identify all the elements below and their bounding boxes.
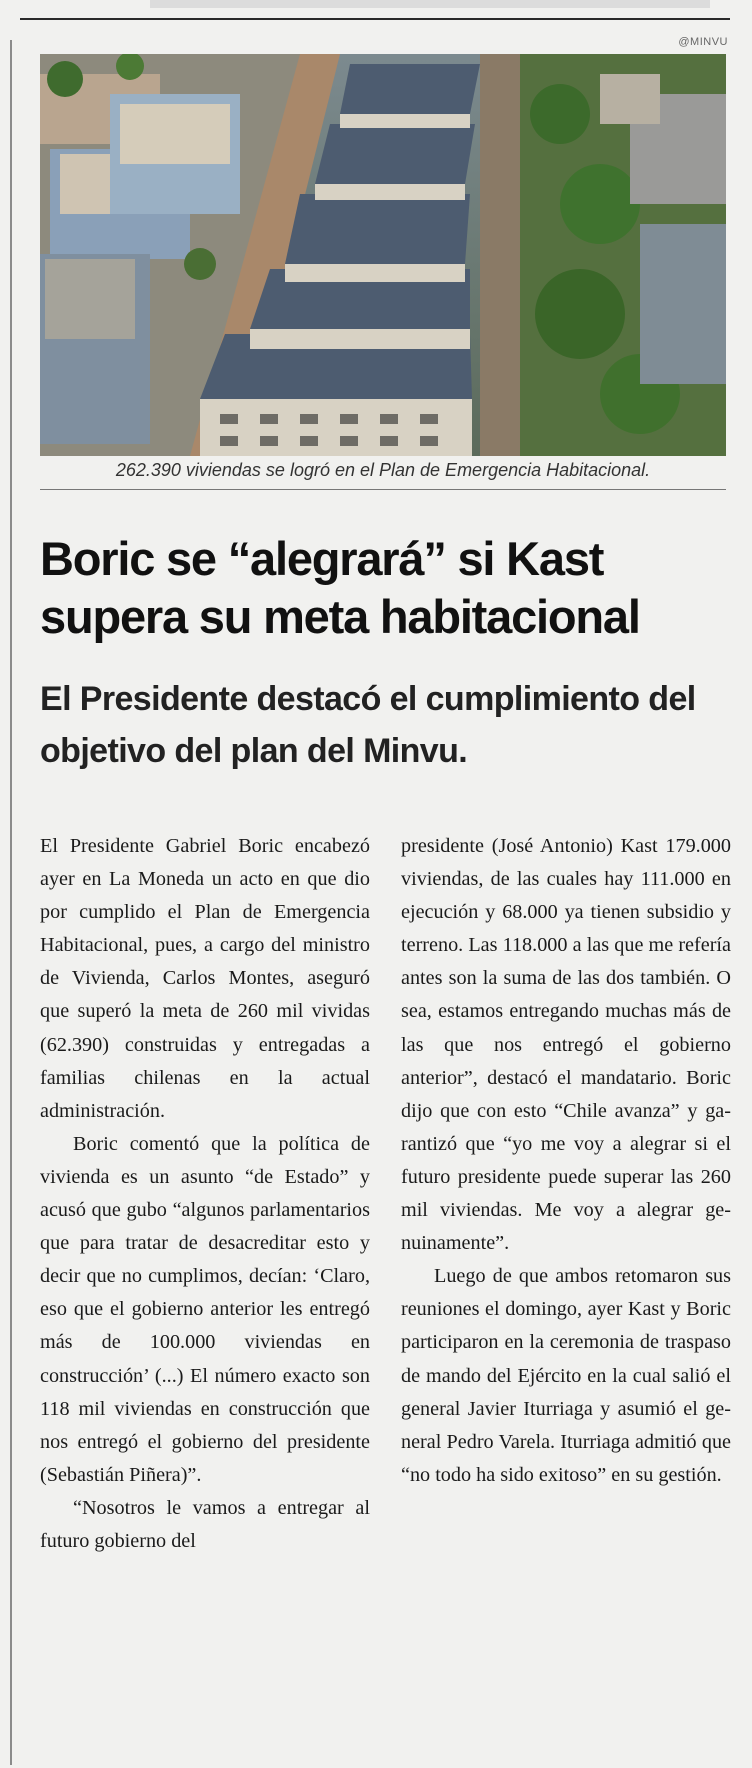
photo-credit: @MINVU: [678, 36, 728, 48]
body-column-right: [401, 830, 731, 1492]
subheadline: El Presidente destacó el cumplimiento del objetivo del plan del Minvu.: [40, 680, 696, 770]
photo-caption: 262.390 viviendas se logró en el Plan de Emergencia Habitacional.: [40, 460, 726, 490]
body-paragraph: El Presidente Gabriel Boric encabezó ayer en La Moneda un acto en que dio por cumplido el Plan de Emergencia Habitacional, pues, a cargo del ministro de Vivienda, Carlos Montes, aseguró que superó la meta de 260 mil vividas (62.390) construidas y entregadas a familias chilenas en la actual administración.: [40, 835, 370, 1122]
body-paragraph: “Nosotros le vamos a entregar al futuro gobierno del: [40, 1496, 370, 1552]
previous-article-edge: [150, 0, 710, 8]
article-photo: [40, 54, 726, 456]
body-paragraph: Boric comentó que la política de vivienda es un asunto “de Estado” y acusó que gubo “algunos parlamentarios que para tratar de desacreditar esto y decir que no cumplimos, decían: ‘Claro, eso que el gobierno anterior les entregó más de 100.000 viviendas en construcción’ (...) El número exacto son 118 mil viviendas en construcción que nos entregó el gobierno del presidente (Sebastián Piñera)”.: [40, 1132, 370, 1486]
body-column-left: [40, 830, 370, 1558]
column-rule: [10, 40, 12, 1765]
top-divider: [20, 18, 730, 20]
body-paragraph: Luego de que ambos retomaron sus reuniones el domingo, ayer Kast y Boric participaron en la ceremonia de traspaso de mando del Ejército en la cual salió el general Javier Iturriaga y asumió el general Pedro Varela. Iturriaga admitió que “no todo ha sido exitoso” en su gestión.: [401, 1265, 731, 1486]
body-paragraph: presidente (José Antonio) Kast 179.000 viviendas, de las cuales hay 111.000 en ejecución y 68.000 ya tienen subsidio y terreno. Las 118.000 a las que me refería antes son la suma de las dos también. O sea, estamos entregando muchas más de las que nos entregó el gobierno anterior”, destacó el mandatario. Boric dijo que con esto “Chile avanza” y garantizó que “yo me voy a alegrar si el futuro presidente puede superar las 260 mil viviendas. Me voy a alegrar genuinamente”.: [401, 835, 731, 1255]
aerial-housing-illustration: [40, 54, 726, 456]
headline: Boric se “alegrará” si Kast supera su meta habitacional: [40, 532, 640, 643]
